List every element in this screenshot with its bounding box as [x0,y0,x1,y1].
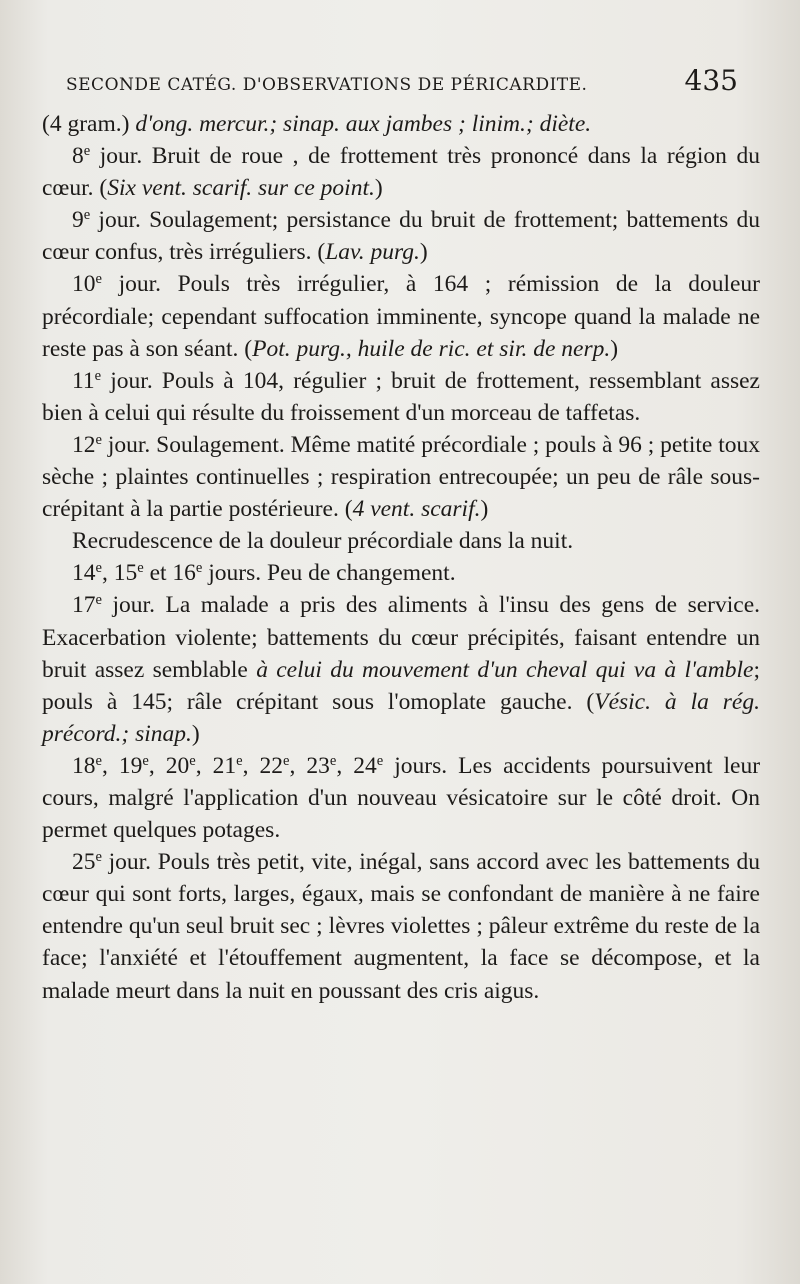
ordinal-suffix: e [376,752,384,769]
text-run: (4 gram.) [42,111,136,137]
text-run: et 16 [143,560,196,587]
text-run: jour. Pouls à 104, régulier ; bruit de frottement, ressemblant assez bien à celui qui résulte du froissement d'un morceau de taffetas. [42,367,760,426]
ordinal-suffix: e [329,752,337,769]
text-run: Recrudescence de la douleur précordiale dans la nuit. [72,528,574,555]
text-run: ) [610,335,619,362]
text-run: ; pouls à 145; râle crépitant sous l'omoplate gauche. ( [42,656,760,715]
ordinal-suffix: e [95,752,102,769]
text-run: , 15 [101,560,138,587]
ordinal-suffix: e [83,143,91,160]
text-run: jour. Pouls très petit, vite, inégal, sans accord avec les battements du cœur qui sont forts, larges, égaux, mais se confondant de manière à ne faire entendre qu'un seul bruit sec ; lèvres violettes ; pâleur extrême du reste de la face; l'anxiété et l'étouffement augmentent, la face se décompose, et la malade meurt dans la nuit en poussant des cris aigus. [42,849,760,1004]
paragraph [42,750,760,846]
ordinal-suffix: e [94,367,102,384]
ordinal-suffix: e [137,560,144,577]
paragraph [42,429,760,525]
text-run: ) [191,720,200,747]
text-run: jour. Bruit de roue , de frottement très prononcé dans la région du cœur. ( [42,143,760,202]
text-run: 18 [72,752,96,779]
text-run: 14 [72,560,96,587]
paragraph [42,589,760,749]
text-run: jour. Pouls très irrégulier, à 164 ; rémission de la douleur précordiale; cependant suffocation imminente, syncope quand la malade ne reste pas à son séant. ( [42,271,760,362]
text-run: jour. Soulagement. Même matité précordiale ; pouls à 96 ; petite toux sèche ; plaintes continuelles ; respiration entrecoupée; un peu de râle sous-crépitant à la partie postérieure. ( [42,431,760,523]
paragraph [42,140,760,204]
ordinal-suffix: e [236,752,243,769]
text-run: ) [374,175,383,202]
paragraph [42,204,760,268]
text-run: 17 [72,592,96,619]
text-run: 25 [72,849,96,876]
italic-text: 4 vent. scarif. [352,496,481,523]
paragraph [42,525,760,557]
text-run: , 21 [195,752,237,779]
running-title: SECONDE CATÉG. D'OBSERVATIONS DE PÉRICARDITE. [66,75,588,95]
text-run: 8 [72,143,84,170]
paragraph [42,846,760,1006]
text-run: jours. Les accidents poursuivent leur cours, malgré l'application d'un nouveau vésicatoire sur le côté droit. On permet quelques potages. [42,752,761,844]
text-run: jours. Peu de changement. [202,560,456,587]
italic-text: Pot. purg., huile de ric. et sir. de nerp. [252,335,611,362]
ordinal-suffix: e [95,560,102,577]
ordinal-suffix: e [195,560,203,577]
italic-text: Vésic. à la rég. précord.; sinap. [42,688,760,747]
text-run: ) [419,239,428,266]
italic-text: Six vent. scarif. sur ce point. [107,175,375,202]
italic-text: d'ong. mercur.; sinap. aux jambes ; linim.; diète. [135,111,592,137]
italic-text: à celui du mouvement d'un cheval qui va à l'amble [256,656,754,683]
ordinal-suffix: e [83,207,91,224]
text-run: jour. La malade a pris des aliments à l'insu des gens de service. Exacerbation violente; battements du cœur précipités, faisant entendre un bruit assez semblable [42,592,760,683]
paragraph [42,557,760,589]
text-run: , 19 [101,752,143,779]
text-run: 9 [72,207,84,234]
ordinal-suffix: e [95,592,102,609]
italic-text: Lav. purg. [325,239,420,266]
text-run: 12 [72,431,96,458]
ordinal-suffix: e [189,752,196,769]
paragraph [42,365,760,429]
text-run: , 23 [289,752,330,779]
text-run: 10 [72,271,96,298]
body-text [42,108,760,1007]
ordinal-suffix: e [283,752,290,769]
ordinal-suffix: e [95,431,102,448]
text-run: jour. Soulagement; persistance du bruit de frottement; battements du cœur confus, très irréguliers. ( [42,207,760,266]
text-run: , 20 [148,752,190,779]
ordinal-suffix: e [95,849,102,866]
ordinal-suffix: e [95,271,102,288]
paragraph [42,268,760,364]
paragraph [42,108,760,140]
ordinal-suffix: e [142,752,149,769]
text-run: , 22 [242,752,283,779]
page-number: 435 [684,64,738,97]
text-run: ) [480,496,489,523]
text-run: , 24 [336,752,377,779]
text-run: 11 [72,367,95,394]
running-head [66,64,738,97]
